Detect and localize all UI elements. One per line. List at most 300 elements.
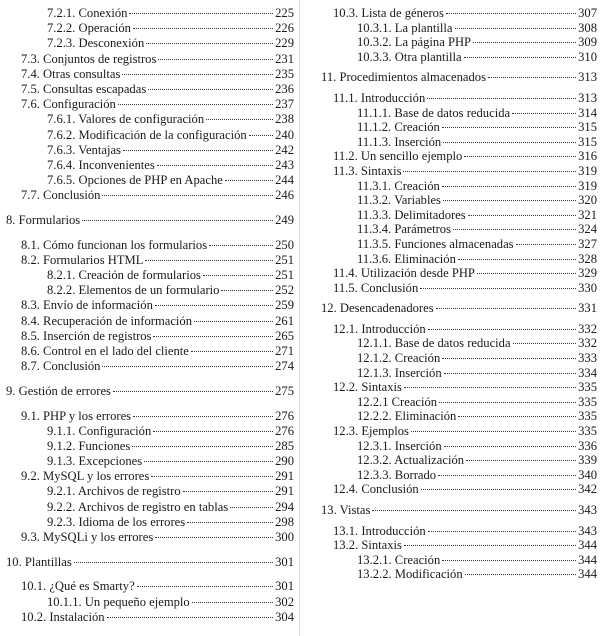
dot-leader [466, 460, 576, 461]
dot-leader [107, 617, 274, 618]
toc-entry [300, 351, 597, 366]
dot-leader [155, 305, 273, 306]
toc-entry-title [47, 158, 155, 173]
toc-entry-title [47, 21, 131, 36]
toc-entry-title [357, 252, 456, 267]
toc-entry-title [47, 112, 204, 127]
toc-entry [300, 164, 597, 179]
dot-leader [516, 244, 577, 245]
toc-entry [0, 579, 294, 594]
toc-entry-number: 9.2.2. [47, 499, 76, 514]
toc-entry-title [357, 135, 441, 150]
toc-page-number: 225 [275, 6, 294, 20]
toc-page-number: 319 [578, 178, 597, 193]
toc-page-number: 340 [578, 467, 597, 482]
toc-entry-title [357, 106, 510, 121]
toc-entry-text: Conclusión [43, 188, 101, 203]
toc-entry-title [47, 515, 185, 530]
toc-entry-number: 9.1.1. [47, 423, 76, 438]
toc-entry-text: Funciones almacenadas [394, 236, 514, 251]
toc-entry-text: Opciones de PHP en Apache [78, 173, 223, 188]
toc-entry-text: Conexión [78, 6, 128, 20]
toc-entry-title [321, 503, 370, 518]
toc-entry-number: 12.3.1. [357, 438, 392, 453]
toc-entry-number: 7.2.3. [47, 36, 76, 51]
toc-entry-title [21, 82, 146, 97]
toc-page-number: 313 [578, 90, 597, 105]
toc-entry-text: Idioma de los errores [78, 514, 186, 529]
dot-leader [428, 531, 576, 532]
toc-entry-title [357, 208, 466, 223]
dot-leader [488, 77, 576, 78]
toc-entry-number: 12.4. [333, 482, 359, 497]
dot-leader [464, 57, 577, 58]
toc-entry-text: Utilización desde PHP [360, 266, 475, 281]
toc-page-number: 336 [578, 438, 597, 453]
toc-entry-number: 8.2.2. [47, 283, 76, 298]
toc-entry-title [21, 188, 100, 203]
toc-page-number: 249 [275, 212, 294, 227]
toc-page-number: 327 [578, 236, 597, 251]
toc-entry-text: Conclusión [43, 359, 101, 374]
toc-entry [0, 329, 294, 344]
toc-entry-title [21, 97, 116, 112]
toc-entry-number: 7.3. [21, 51, 40, 66]
toc-entry [300, 21, 597, 36]
toc-entry [0, 595, 294, 610]
toc-entry-number: 10. [6, 554, 22, 569]
toc-entry-title [333, 91, 425, 106]
toc-page-number: 252 [275, 283, 294, 298]
toc-page-number: 344 [578, 552, 597, 567]
toc-entry-text: Inserción de registros [43, 328, 152, 343]
toc-entry-title [21, 530, 153, 545]
toc-page-number: 251 [275, 252, 294, 267]
toc-entry [0, 484, 294, 499]
toc-page-number: 324 [578, 222, 597, 237]
toc-entry-title [333, 6, 444, 21]
toc-page-number: 246 [275, 188, 294, 203]
toc-entry-text: Parámetros [394, 222, 451, 237]
toc-entry-title [357, 366, 442, 381]
toc-entry [0, 283, 294, 298]
toc-entry [0, 112, 294, 127]
toc-entry [300, 482, 597, 497]
toc-entry-number: 12.2. [333, 380, 359, 395]
toc-right-column [300, 6, 597, 582]
toc-entry-number: 7.6.3. [47, 142, 76, 157]
toc-entry-number: 8.3. [21, 298, 40, 313]
toc-entry-text: Conjuntos de registros [43, 51, 157, 66]
toc-entry-text: Vistas [339, 503, 371, 517]
toc-entry [0, 188, 294, 203]
toc-entry-text: Otra plantilla [394, 49, 462, 64]
toc-entry-title [47, 173, 223, 188]
toc-entry-text: Creación [391, 394, 438, 409]
toc-page-number: 275 [275, 383, 294, 398]
toc-entry-number: 11.1.2. [357, 120, 392, 135]
toc-entry-title [47, 283, 219, 298]
toc-entry-title [333, 482, 419, 497]
toc-page-number: 237 [275, 97, 294, 112]
toc-page-number: 229 [275, 36, 294, 51]
toc-entry [300, 106, 597, 121]
toc-entry-number: 12.2.2. [357, 409, 392, 424]
dot-leader [74, 562, 273, 563]
dot-leader [512, 113, 576, 114]
toc-entry-title [21, 52, 156, 67]
toc-page-number: 276 [275, 423, 294, 438]
toc-entry-text: Desconexión [78, 36, 145, 51]
toc-entry-text: Base de datos reducida [394, 105, 511, 120]
toc-entry [300, 281, 597, 296]
toc-entry-title [47, 454, 142, 469]
toc-entry-number: 7.2.1. [47, 6, 76, 20]
toc-entry-text: Funciones [78, 438, 131, 453]
toc-entry-number: 12.3.2. [357, 453, 392, 468]
toc-entry-title [47, 6, 127, 21]
toc-entry-number: 7.6.4. [47, 157, 76, 172]
toc-entry-title [333, 538, 402, 553]
dot-leader [155, 537, 273, 538]
dot-leader [183, 491, 273, 492]
toc-entry-number: 8.2. [21, 252, 40, 267]
toc-entry-title [21, 329, 151, 344]
toc-entry-text: Introducción [360, 90, 426, 105]
toc-entry [0, 21, 294, 36]
toc-entry [0, 158, 294, 173]
toc-page-number: 271 [275, 343, 294, 358]
toc-chapter-entry [300, 301, 597, 316]
toc-entry-title [21, 469, 149, 484]
toc-entry [0, 253, 294, 268]
toc-entry-text: Eliminación [394, 251, 456, 266]
toc-entry [300, 366, 597, 381]
toc-entry-text: ¿Qué es Smarty? [49, 579, 135, 594]
toc-page-number: 244 [275, 173, 294, 188]
toc-entry [300, 252, 597, 267]
toc-entry-title [321, 301, 434, 316]
toc-page-number: 300 [275, 530, 294, 544]
toc-entry [300, 222, 597, 237]
toc-page-number: 291 [275, 469, 294, 484]
toc-entry-text: Configuración [43, 97, 116, 112]
toc-entry-number: 11.5. [333, 280, 358, 295]
toc-page-number: 332 [578, 321, 597, 336]
toc-entry [300, 468, 597, 483]
toc-entry-title [6, 555, 72, 570]
dot-leader [151, 476, 273, 477]
toc-entry-text: Sintaxis [361, 538, 402, 553]
dot-leader [464, 156, 576, 157]
dot-leader [421, 489, 576, 490]
toc-page-number: 250 [275, 237, 294, 252]
toc-entry-number: 13.2.1. [357, 552, 392, 567]
toc-page-number: 321 [578, 207, 597, 222]
toc-entry [0, 298, 294, 313]
dot-leader [249, 135, 273, 136]
toc-entry-text: Ejemplos [361, 424, 409, 439]
toc-entry-title [47, 128, 247, 143]
toc-entry [300, 266, 597, 281]
dot-leader [453, 229, 576, 230]
dot-leader [122, 74, 273, 75]
dot-leader [118, 104, 273, 105]
toc-entry-number: 11.2. [333, 149, 358, 164]
toc-entry [0, 128, 294, 143]
toc-page-number: 331 [578, 301, 597, 316]
toc-chapter-entry [0, 384, 294, 399]
dot-leader [153, 336, 273, 337]
dot-leader [420, 288, 576, 289]
dot-leader [468, 215, 576, 216]
toc-entry-number: 7.7. [21, 188, 40, 203]
dot-leader [225, 180, 273, 181]
toc-entry-number: 11.3.5. [357, 236, 392, 251]
toc-entry-text: Un sencillo ejemplo [360, 149, 463, 164]
dot-leader [443, 142, 576, 143]
dot-leader [144, 461, 273, 462]
toc-entry [0, 67, 294, 82]
toc-page-number: 310 [578, 49, 597, 64]
dot-leader [427, 98, 576, 99]
toc-entry-text: Inserción [394, 134, 442, 149]
toc-entry-title [21, 579, 135, 594]
dot-leader [221, 290, 273, 291]
toc-entry-text: Actualización [394, 453, 465, 468]
toc-page-number: 291 [275, 484, 294, 499]
toc-entry-text: Archivos de registro en tablas [77, 499, 229, 514]
toc-page-number: 285 [275, 438, 294, 453]
toc-entry-number: 12.2.1 [357, 394, 389, 409]
toc-entry-text: Instalación [49, 609, 105, 624]
toc-entry-number: 7.4. [21, 66, 40, 81]
toc-entry-title [357, 179, 440, 194]
toc-page-number: 240 [275, 127, 294, 142]
dot-leader [428, 329, 576, 330]
toc-entry-number: 12. [321, 301, 337, 316]
dot-leader [82, 220, 273, 221]
toc-entry-title [21, 409, 131, 424]
toc-entry-number: 9.1.2. [47, 438, 76, 453]
toc-entry-number: 10.1. [21, 579, 47, 594]
toc-page-number: 226 [275, 21, 294, 36]
toc-entry-title [357, 351, 440, 366]
toc-entry-title [357, 409, 456, 424]
toc-entry-text: La página PHP [394, 35, 472, 50]
toc-left-column [0, 6, 294, 625]
toc-entry-number: 11.1.1. [357, 105, 392, 120]
toc-page-number: 235 [275, 66, 294, 81]
toc-entry-text: Gestión de errores [18, 383, 111, 398]
toc-entry [0, 36, 294, 51]
toc-page-number: 238 [275, 112, 294, 127]
toc-entry-number: 13.1. [333, 523, 359, 538]
dot-leader [133, 416, 273, 417]
toc-entry-text: Sintaxis [361, 380, 402, 395]
toc-entry [300, 135, 597, 150]
toc-entry [300, 193, 597, 208]
dot-leader [442, 127, 576, 128]
toc-entry-number: 12.1. [333, 321, 359, 336]
toc-entry-number: 11. [321, 70, 337, 85]
toc-entry [300, 567, 597, 582]
toc-entry-number: 11.3.2. [357, 193, 392, 208]
dot-leader [442, 358, 576, 359]
toc-entry-number: 7.2.2. [47, 21, 76, 36]
toc-entry-text: Elementos de un formulario [78, 283, 220, 298]
toc-page-number: 298 [275, 514, 294, 529]
toc-entry [0, 173, 294, 188]
toc-entry [300, 336, 597, 351]
dot-leader [194, 321, 273, 322]
dot-leader [203, 275, 273, 276]
dot-leader [458, 259, 576, 260]
toc-entry-text: Conclusión [361, 482, 419, 497]
toc-entry-text: Introducción [361, 523, 426, 538]
toc-entry-title [357, 567, 463, 582]
toc-entry-title [47, 424, 151, 439]
toc-entry-text: Recuperación de información [43, 313, 193, 328]
toc-entry-text: Lista de géneros [361, 6, 444, 20]
dot-leader [411, 431, 576, 432]
toc-entry-title [47, 143, 121, 158]
toc-page-number: 308 [578, 20, 597, 35]
toc-entry-number: 11.1.3. [357, 134, 392, 149]
dot-leader [129, 13, 273, 14]
dot-leader [102, 195, 273, 196]
toc-entry-title [47, 268, 201, 283]
toc-page-number: 261 [275, 313, 294, 328]
toc-entry-title [357, 553, 440, 568]
toc-entry-title [333, 380, 402, 395]
toc-entry [0, 515, 294, 530]
toc-entry-title [47, 484, 181, 499]
toc-entry [300, 395, 597, 410]
toc-entry-title [47, 36, 144, 51]
toc-entry-text: Cómo funcionan los formularios [43, 237, 208, 252]
toc-entry-number: 10.3. [333, 6, 359, 20]
toc-entry-text: Sintaxis [360, 163, 402, 178]
toc-entry [300, 439, 597, 454]
toc-entry-text: Envío de información [43, 298, 153, 313]
toc-entry-title [333, 281, 418, 296]
toc-entry-text: PHP y los errores [43, 408, 132, 423]
dot-leader [137, 586, 273, 587]
toc-entry-title [6, 213, 80, 228]
toc-entry [300, 50, 597, 65]
toc-entry-title [47, 500, 228, 515]
toc-entry-title [333, 164, 401, 179]
toc-entry-text: Inserción [394, 365, 442, 380]
toc-page-number: 236 [275, 81, 294, 96]
toc-entry-number: 9. [6, 383, 16, 398]
toc-entry-title [357, 395, 437, 410]
toc-entry-number: 8.7. [21, 359, 40, 374]
toc-entry-title [21, 610, 105, 625]
toc-page-number: 301 [275, 579, 294, 594]
dot-leader [513, 343, 577, 344]
toc-entry-title [357, 35, 471, 50]
dot-leader [148, 89, 273, 90]
toc-entry-title [357, 468, 436, 483]
toc-entry-text: Introducción [361, 321, 426, 336]
toc-entry [0, 268, 294, 283]
toc-entry [300, 538, 597, 553]
dot-leader [473, 42, 576, 43]
toc-entry [300, 237, 597, 252]
toc-page-number: 315 [578, 120, 597, 135]
dot-leader [113, 391, 273, 392]
toc-page-number: 314 [578, 105, 597, 120]
toc-entry-text: Consultas escapadas [43, 81, 147, 96]
toc-entry-text: Ventajas [78, 142, 121, 157]
dot-leader [439, 402, 576, 403]
dot-leader [145, 260, 273, 261]
toc-entry [300, 453, 597, 468]
toc-entry-text: Conclusión [360, 280, 419, 295]
toc-entry-number: 7.6.2. [47, 127, 76, 142]
toc-entry-number: 9.1. [21, 408, 40, 423]
toc-entry [0, 82, 294, 97]
toc-entry-text: MySQL y los errores [43, 469, 150, 484]
toc-entry-text: Inserción [394, 438, 442, 453]
dot-leader [477, 273, 576, 274]
toc-page-number: 329 [578, 266, 597, 281]
toc-entry-number: 8.2.1. [47, 268, 76, 282]
toc-entry-text: Creación de formularios [78, 268, 201, 282]
toc-chapter-entry [0, 213, 294, 228]
toc-entry-title [21, 314, 192, 329]
toc-entry-number: 8. [6, 212, 16, 227]
toc-page-number: 265 [275, 328, 294, 343]
toc-entry-title [333, 424, 409, 439]
toc-page-number: 334 [578, 365, 597, 380]
toc-entry-title [333, 524, 426, 539]
dot-leader [191, 351, 273, 352]
toc-entry [300, 409, 597, 424]
toc-entry-title [357, 222, 451, 237]
toc-page-number: 342 [578, 482, 597, 497]
toc-page-number: 294 [275, 499, 294, 514]
toc-entry-number: 11.4. [333, 266, 358, 281]
toc-entry-title [357, 193, 441, 208]
dot-leader [455, 28, 577, 29]
toc-entry [300, 120, 597, 135]
toc-entry-text: Un pequeño ejemplo [84, 594, 190, 609]
toc-entry-text: Formularios HTML [43, 252, 144, 267]
dot-leader [444, 373, 576, 374]
toc-page-number: 328 [578, 251, 597, 266]
toc-entry-number: 11.1. [333, 90, 358, 105]
toc-entry [0, 500, 294, 515]
toc-entry-title [357, 21, 453, 36]
dot-leader [458, 416, 576, 417]
toc-entry-title [357, 439, 442, 454]
toc-entry [300, 35, 597, 50]
toc-entry-text: Modificación de la configuración [78, 127, 247, 142]
toc-entry-number: 9.2.1. [47, 484, 76, 499]
dot-leader [192, 602, 273, 603]
toc-entry-title [21, 344, 189, 359]
toc-page-number: 307 [578, 6, 597, 20]
toc-entry-number: 10.3.2. [357, 35, 392, 50]
toc-page-number: 301 [275, 554, 294, 569]
toc-entry [0, 238, 294, 253]
toc-entry-number: 10.2. [21, 609, 47, 624]
toc-page-number: 335 [578, 394, 597, 409]
toc-entry-title [47, 439, 130, 454]
